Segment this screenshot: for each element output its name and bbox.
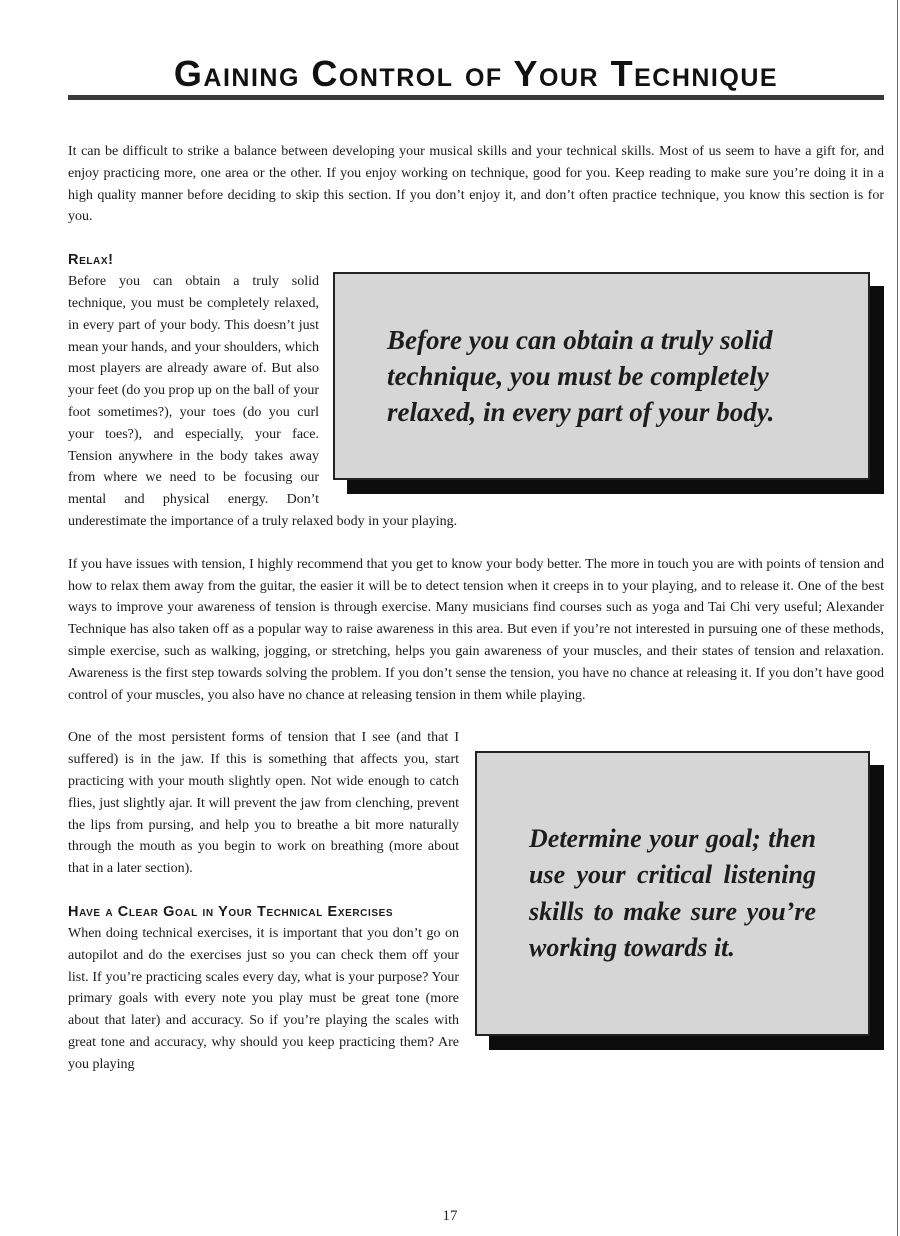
tension-paragraph: If you have issues with tension, I highly recommend that you get to know your body better. The more in touch you are with points of tension and how to relax them away from the guitar, the easier it will be to detect tension when it creeps in to your playing, and to release it. One of the best ways to improve your awareness of tension is through exercise. Many musicians find courses such as yoga and Tai Chi very useful; Alexander Technique has also taken off as a popular way to raise awareness in this area. But even if you’re not interested in pursuing one of these methods, simple exercise, such as walking, jogging, or stretching, helps you gain awareness of your muscles, and their states of tension and relaxation. Awareness is the first step towards solving the problem. If you don’t sense the tension, you have no chance at releasing it. If you don’t have good control of your muscles, you also have no chance at releasing tension in them while playing. (68, 556, 884, 703)
page-title: Gaining Control of Your Technique (173, 53, 779, 94)
relax-paragraph: Before you can obtain a truly solid technique, you must be completely relaxed, in every part of your body. This doesn’t just mean your hands, and your shoulders, which most players are already aware of. But also your feet (do you prop up on the ball of your foot sometimes?), your toes (do you curl your toes?), and especially, your face. Tension anywhere in the body takes away from where we need to be focusing our mental and physical energy. Don’t underestimate the importance of a truly relaxed body in your playing. (68, 274, 458, 529)
article-body (68, 141, 884, 1075)
goal-callout-text: Determine your goal; then use your critical listening skills to make sure you’re working towards it. (529, 823, 816, 963)
page-edge (897, 0, 898, 1236)
goal-callout (475, 751, 870, 1036)
goal-paragraph: When doing technical exercises, it is important that you don’t go on autopilot and do the exercises just so you can check them off your list. If you’re practicing scales every day, what is your purpose? Your primary goals with every note you play must be great tone (more about that later) and accuracy. So if you’re playing the scales with great tone and accuracy, why should you keep practicing them? Are you playing (68, 925, 459, 1072)
relax-callout-text: Before you can obtain a truly solid technique, you must be completely relaxed, in every part of your body. (387, 325, 775, 428)
page-number: 17 (442, 1208, 458, 1224)
relax-heading: Relax! (68, 252, 114, 269)
title-rule (68, 95, 884, 100)
goal-heading: Have a Clear Goal in Your Technical Exercises (68, 903, 394, 920)
intro-paragraph: It can be difficult to strike a balance between developing your musical skills and your technical skills. Most of us seem to have a gift for, and enjoy practicing more, one area or the other. If you enjoy working on technique, good for you. Keep reading to make sure you’re doing it in a high quality manner before deciding to skip this section. If you don’t enjoy it, and don’t often practice technique, you know this section is for you. (68, 144, 884, 225)
jaw-paragraph: One of the most persistent forms of tension that I see (and that I suffered) is in the jaw. If this is something that affects you, start practicing with your mouth slightly open. Not wide enough to catch flies, just slightly ajar. It will prevent the jaw from clenching, prevent the lips from pursing, and help you to breathe a bit more naturally through the mouth as you begin to work on breathing (more about that in a later section). (68, 730, 459, 877)
relax-callout (333, 272, 870, 480)
